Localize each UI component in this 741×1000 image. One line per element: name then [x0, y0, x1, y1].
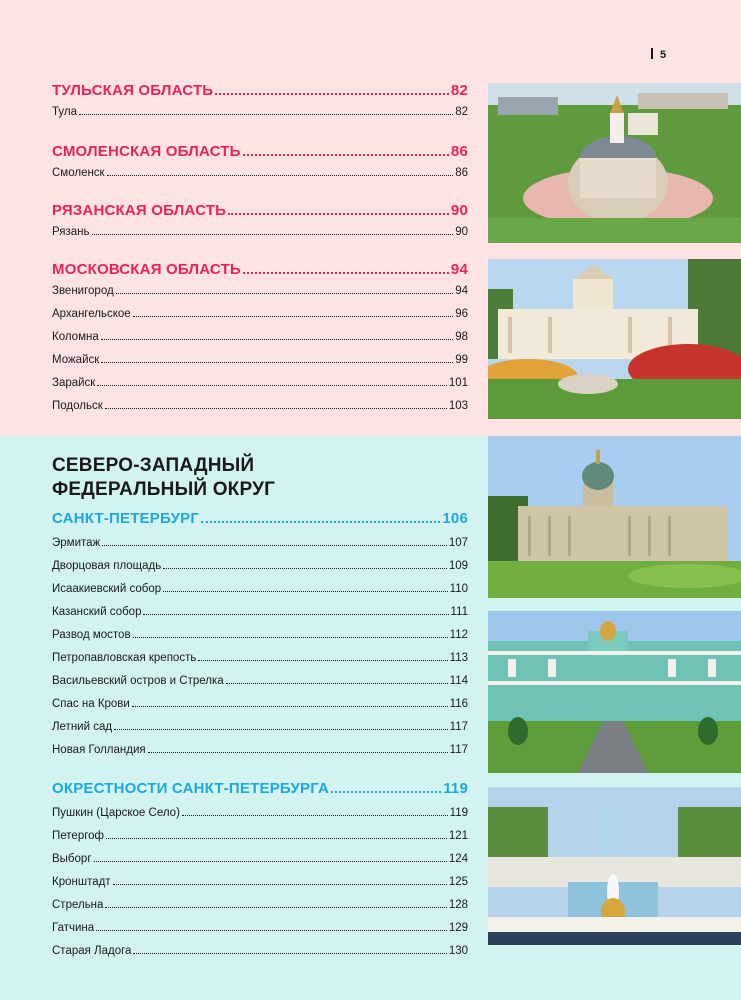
region-heading[interactable]: [52, 143, 468, 167]
toc-entry[interactable]: [52, 830, 468, 853]
toc-entry-page: 112: [449, 629, 468, 641]
dot-leader: [215, 93, 449, 95]
district-heading-line: ФЕДЕРАЛЬНЫЙ ОКРУГ: [52, 479, 276, 500]
region-heading[interactable]: [52, 780, 468, 804]
page-number: [651, 48, 666, 61]
dot-leader: [133, 637, 448, 638]
toc-region-tula: [52, 82, 468, 129]
toc-entry-page: 121: [448, 830, 468, 842]
region-heading-label: САНКТ-ПЕТЕРБУРГ: [52, 510, 200, 527]
toc-entry-label: Исаакиевский собор: [52, 583, 162, 595]
toc-entry-page: 107: [448, 537, 468, 549]
toc-entry-label: Петропавловская крепость: [52, 652, 197, 664]
region-heading-label: МОСКОВСКАЯ ОБЛАСТЬ: [52, 261, 241, 278]
toc-entry-page: 94: [455, 285, 468, 297]
dot-leader: [243, 154, 449, 156]
toc-entry[interactable]: [52, 721, 468, 744]
toc-entry-page: 99: [455, 354, 468, 366]
dot-leader: [79, 114, 453, 115]
dot-leader: [101, 362, 453, 363]
page-number-value: 5: [660, 49, 667, 61]
toc-entry-page: 117: [449, 721, 468, 733]
toc-entry[interactable]: [52, 377, 468, 400]
photo-catherine-palace: [488, 611, 741, 773]
toc-region-spb: [52, 510, 468, 767]
dot-leader: [148, 752, 448, 753]
toc-entry-page: 114: [449, 675, 468, 687]
region-heading-page: 106: [442, 510, 468, 527]
toc-entry[interactable]: [52, 899, 468, 922]
region-heading[interactable]: [52, 261, 468, 285]
toc-entry-label: Коломна: [52, 331, 99, 343]
toc-entry-page: 103: [448, 400, 468, 412]
region-heading-page: 86: [450, 143, 468, 160]
toc-entry-label: Тула: [52, 106, 77, 118]
dot-leader: [331, 791, 441, 793]
dot-leader: [163, 591, 448, 592]
dot-leader: [97, 385, 446, 386]
dot-leader: [143, 614, 448, 615]
toc-entry[interactable]: [52, 167, 468, 190]
toc-entry[interactable]: [52, 560, 468, 583]
region-heading-label: ТУЛЬСКАЯ ОБЛАСТЬ: [52, 82, 214, 99]
toc-entry[interactable]: [52, 652, 468, 675]
toc-entry-page: 125: [448, 876, 468, 888]
region-heading-page: 94: [450, 261, 468, 278]
dot-leader: [132, 706, 448, 707]
toc-entry-label: Гатчина: [52, 922, 95, 934]
region-heading[interactable]: [52, 82, 468, 106]
toc-entry[interactable]: [52, 537, 468, 560]
toc-entry[interactable]: [52, 945, 468, 968]
toc-entry[interactable]: [52, 675, 468, 698]
toc-region-spb-surroundings: [52, 780, 468, 968]
photo-tula-kremlin-aerial: [488, 83, 741, 243]
dot-leader: [96, 930, 447, 931]
toc-entry[interactable]: [52, 807, 468, 830]
toc-entry-label: Старая Ладога: [52, 945, 132, 957]
toc-entry-label: Зарайск: [52, 377, 96, 389]
toc-entry[interactable]: [52, 606, 468, 629]
toc-region-smolensk: [52, 143, 468, 190]
region-heading-label: ОКРЕСТНОСТИ САНКТ-ПЕТЕРБУРГА: [52, 780, 330, 797]
toc-entry[interactable]: [52, 331, 468, 354]
toc-entry-page: 111: [450, 606, 468, 618]
dot-leader: [182, 815, 448, 816]
dot-leader: [107, 175, 454, 176]
toc-entry-page: 96: [455, 308, 468, 320]
toc-entry-label: Спас на Крови: [52, 698, 130, 710]
dot-leader: [133, 953, 446, 954]
dot-leader: [113, 884, 447, 885]
dot-leader: [102, 545, 447, 546]
toc-entry-label: Выборг: [52, 853, 92, 865]
dot-leader: [116, 293, 454, 294]
toc-entry-page: 124: [448, 853, 468, 865]
toc-entry-page: 90: [455, 226, 468, 238]
toc-entry[interactable]: [52, 226, 468, 249]
district-heading-line: СЕВЕРО-ЗАПАДНЫЙ: [52, 455, 255, 476]
dot-leader: [105, 408, 447, 409]
toc-entry[interactable]: [52, 308, 468, 331]
dot-leader: [101, 339, 453, 340]
dot-leader: [201, 521, 440, 523]
region-heading-label: РЯЗАНСКАЯ ОБЛАСТЬ: [52, 202, 227, 219]
dot-leader: [106, 838, 447, 839]
toc-entry[interactable]: [52, 876, 468, 899]
dot-leader: [198, 660, 447, 661]
toc-entry-page: 86: [455, 167, 468, 179]
toc-region-ryazan: [52, 202, 468, 249]
dot-leader: [114, 729, 448, 730]
toc-entry-page: 129: [448, 922, 468, 934]
photo-kazan-cathedral: [488, 436, 741, 598]
toc-entry[interactable]: [52, 744, 468, 767]
toc-entry-label: Смоленск: [52, 167, 105, 179]
toc-entry-label: Васильевский остров и Стрелка: [52, 675, 224, 687]
page-number-divider: [651, 48, 653, 59]
toc-entry-label: Новая Голландия: [52, 744, 146, 756]
toc-entry-label: Кронштадт: [52, 876, 111, 888]
toc-entry-label: Звенигород: [52, 285, 114, 297]
toc-entry-page: 113: [449, 652, 468, 664]
dot-leader: [105, 907, 446, 908]
toc-entry[interactable]: [52, 922, 468, 945]
toc-entry-label: Развод мостов: [52, 629, 131, 641]
toc-top-list: [52, 82, 468, 423]
toc-entry[interactable]: [52, 583, 468, 606]
toc-entry[interactable]: [52, 285, 468, 308]
dot-leader: [226, 683, 448, 684]
toc-entry-page: 128: [448, 899, 468, 911]
toc-entry-label: Эрмитаж: [52, 537, 101, 549]
toc-entry-page: 101: [448, 377, 468, 389]
region-heading-label: СМОЛЕНСКАЯ ОБЛАСТЬ: [52, 143, 241, 160]
dot-leader: [94, 861, 447, 862]
toc-entry[interactable]: [52, 698, 468, 721]
region-heading-page: 119: [443, 780, 468, 797]
toc-entry-label: Пушкин (Царское Село): [52, 807, 180, 819]
toc-entry[interactable]: [52, 354, 468, 377]
toc-entry-page: 110: [449, 583, 468, 595]
toc-entry-page: 109: [448, 560, 468, 572]
toc-entry-label: Стрельна: [52, 899, 104, 911]
region-heading-page: 82: [450, 82, 468, 99]
region-heading[interactable]: [52, 510, 468, 534]
toc-entry-label: Летний сад: [52, 721, 113, 733]
toc-entry-label: Рязань: [52, 226, 90, 238]
dot-leader: [243, 272, 449, 274]
toc-entry-page: 117: [449, 744, 468, 756]
toc-bottom-list: [52, 510, 468, 968]
toc-entry[interactable]: [52, 106, 468, 129]
toc-entry-page: 116: [449, 698, 468, 710]
toc-entry-page: 119: [449, 807, 468, 819]
photo-peterhof-fountains: [488, 787, 741, 945]
toc-entry-label: Можайск: [52, 354, 100, 366]
toc-entry-page: 98: [455, 331, 468, 343]
region-heading-page: 90: [450, 202, 468, 219]
toc-region-moscow: [52, 261, 468, 423]
dot-leader: [228, 213, 449, 215]
toc-entry-label: Подольск: [52, 400, 103, 412]
toc-entry-label: Дворцовая площадь: [52, 560, 162, 572]
photo-arkhangelskoye-estate: [488, 259, 741, 419]
toc-entry[interactable]: [52, 853, 468, 876]
toc-entry-label: Казанский собор: [52, 606, 142, 618]
district-heading: [52, 454, 275, 502]
region-heading[interactable]: [52, 202, 468, 226]
toc-entry-page: 130: [448, 945, 468, 957]
toc-entry[interactable]: [52, 400, 468, 423]
toc-entry-page: 82: [455, 106, 468, 118]
toc-entry-label: Петергоф: [52, 830, 105, 842]
dot-leader: [133, 316, 454, 317]
dot-leader: [92, 234, 454, 235]
toc-entry[interactable]: [52, 629, 468, 652]
toc-entry-label: Архангельское: [52, 308, 131, 320]
dot-leader: [163, 568, 447, 569]
